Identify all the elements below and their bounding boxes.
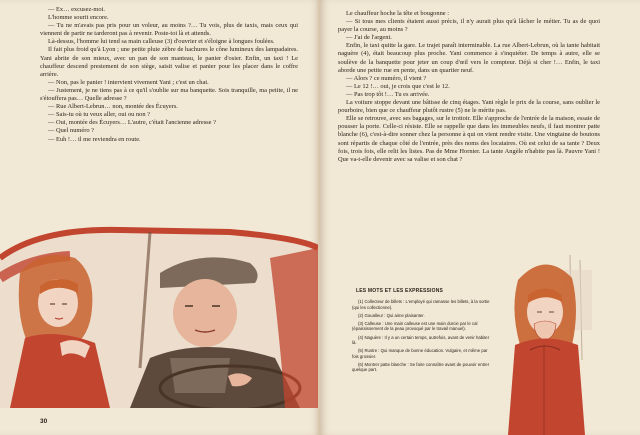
paragraph: — Alors ? ce numéro, il vient ? [346, 74, 427, 82]
paragraph: Il fait plus froid qu'à Lyon ; une petite pluie zèbre de hachures le cône lumineux des lampadaires. Yani abrite de son mieux, avec un pan de son manteau, le panier d'osier. Enfin, un taxi ! Le chauffeur descend prestement de son siège, saisit valise et panier pour les placer dans le coffre arrière. [40, 46, 298, 78]
paragraph: Là-dessus, l'homme lui tend sa main calleuse (3) d'ouvrier et s'éloigne à longues foulées. [48, 38, 275, 46]
paragraph: — Rue Albert-Lebrun… non, montée des Écuyers. [48, 103, 178, 111]
paragraph: Enfin, le taxi quitte la gare. Le trajet paraît interminable. La rue Albert-Lebrun, où la tante habitait naguère (4), était beaucoup plus proche. Yani commence à s'inquiéter. De temps à autre, elle se soulève de la banquette pour jeter un coup d'œil vers le compteur. Déjà si cher !… Enfin, le taxi aborde une petite rue en pente, dans un quartier neuf. [338, 42, 600, 74]
paragraph: Elle se retrouve, avec ses bagages, sur le trottoir. Elle s'approche de l'entrée de la maison, essaie de pousser la porte. Celle-ci résiste. Elle se rappelle que dans les immeubles neufs, il faut montrer patte blanche (6), c'est-à-dire sonner chez la personne à qui on vient rendre visite. Une vingtaine de boutons sont répartis de chaque côté de l'entrée, près des noms des locataires. Où est celui de sa tante ? Deux fois, trois fois, elle relit les listes. Pas de Mme Hornier. La tante Angèle n'habite pas là. Pauvre Yani ! Que va-t-elle devenir avec sa valise et son chat ? [338, 115, 600, 163]
paragraph: — Sais-tu où tu veux aller, oui ou non ? [48, 111, 150, 119]
glossary-item: (5) Rustre : Qui manque de bonne éducation. Vulgaire, et même par fois grossier. [352, 348, 488, 359]
paragraph: L'homme sourit encore. [48, 14, 109, 22]
right-page [320, 0, 640, 435]
left-page-text [40, 6, 298, 144]
paragraph: — J'ai de l'argent. [346, 34, 392, 42]
glossary-item: (1) Collecteur de billets : L'employé qui ramasse les billets, à la sortie (qui les collectionne). [352, 299, 490, 310]
paragraph: — Oui, montée des Écuyers… L'autre, c'était l'ancienne adresse ? [48, 119, 216, 127]
paragraph: — Non, pas le panier ! intervient vivement Yani ; c'est un chat. [48, 78, 209, 86]
paragraph: — Euh !… il me reviendra en route. [48, 135, 141, 143]
glossary-item: (4) Naguère : Il y a un certain temps, autrefois, avant de venir habiter là. [352, 334, 490, 346]
worried-girl-illustration [500, 250, 600, 435]
right-page-text [338, 10, 600, 164]
paragraph: — Ex… excusez-moi. [48, 6, 105, 13]
paragraph: Le chauffeur hoche la tête et bougonne : [346, 10, 449, 17]
page-number: 30 [40, 418, 48, 425]
paragraph: — Pas trop tôt !… Tu es arrivée. [346, 90, 430, 98]
taxi-scene-illustration [0, 218, 318, 408]
paragraph: — Justement, je ne tiens pas à ce qu'il s'oublie sur ma banquette. Sois tranquille, ma petite, il ne s'étouffera pas… Quelle adresse ? [40, 86, 298, 103]
paragraph: — Tu ne m'avais pas pris pour un voleur, au moins ?… Tu vois, plus de taxis, mais ceux qui viennent de partir ne tarderont pas à revenir. Poste-toi là et attends. [40, 22, 298, 38]
glossary-item: (3) Calleuse : Une main calleuse est une main durcie par le cal (épaississement de la peau provoqué par le travail manuel). [352, 321, 478, 332]
vocabulary-glossary [352, 289, 490, 376]
paragraph: — Le 12 !… oui, je crois que c'est le 12. [346, 82, 450, 90]
paragraph: — Quel numéro ? [48, 127, 94, 135]
glossary-item: (6) Montrer patte blanche : Se faire connaître avant de pouvoir entrer quelque part. [352, 361, 490, 373]
glossary-item: (2) Goualleur : Qui aime plaisanter. [358, 312, 425, 318]
glossary-title: LES MOTS ET LES EXPRESSIONS [356, 288, 444, 294]
paragraph: — Si tous mes clients étaient aussi précis, il n'y aurait plus qu'à lâcher le métier. Tu as de quoi payer la course, au moins ? [338, 18, 600, 34]
paragraph: La voiture stoppe devant une bâtisse de cinq étages. Yani règle le prix de la course, sans oublier le pourboire, bien que ce chauffeur plutôt rustre (5) ne le mérite pas. [338, 99, 600, 115]
